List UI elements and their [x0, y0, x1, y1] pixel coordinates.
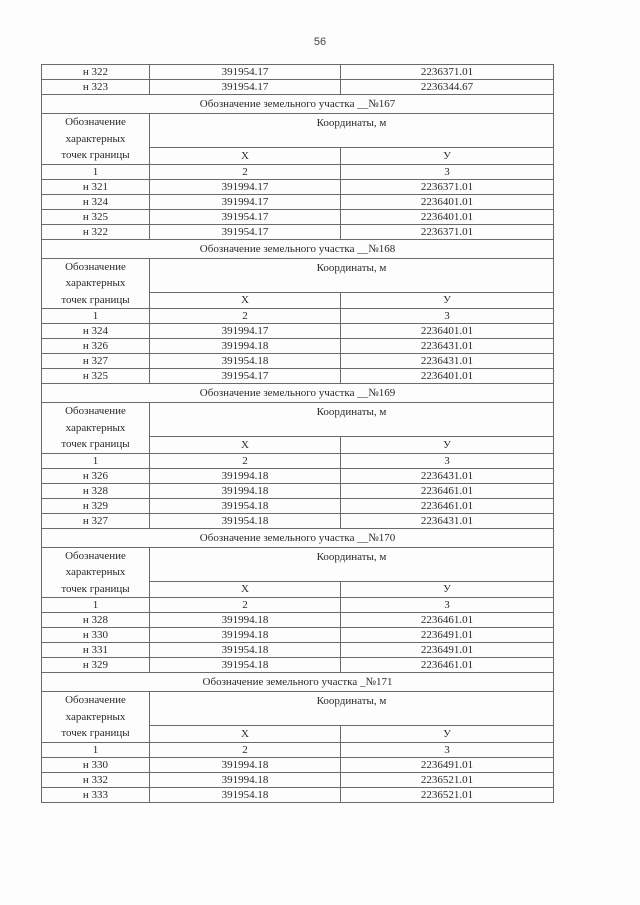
table-row — [42, 643, 554, 658]
point-id-cell: н 329 — [42, 658, 150, 673]
y-coordinate-cell: 2236431.01 — [341, 354, 554, 369]
point-id-cell: н 323 — [42, 80, 150, 95]
x-coordinate-cell: 391954.17 — [150, 369, 341, 384]
y-axis-header: У — [341, 437, 554, 453]
point-label-line: точек границы — [61, 582, 130, 595]
x-coordinate-cell: 391954.17 — [150, 65, 341, 80]
y-coordinate-cell: 2236401.01 — [341, 194, 554, 209]
section-title-row — [42, 673, 554, 692]
column-number-row — [42, 598, 554, 613]
column-number: 2 — [150, 598, 341, 613]
land-plot-title: Обозначение земельного участка __№170 — [42, 528, 554, 547]
x-coordinate-cell: 391994.17 — [150, 194, 341, 209]
x-axis-header: X — [150, 726, 341, 742]
y-axis-header: У — [341, 726, 554, 742]
x-axis-header: X — [150, 148, 341, 164]
coordinates-header: Координаты, м — [150, 692, 554, 726]
point-label-line: точек границы — [61, 438, 130, 450]
point-label-header — [42, 403, 150, 454]
page-number: 56 — [313, 36, 327, 48]
column-number: 3 — [341, 309, 554, 324]
column-number: 3 — [341, 164, 554, 179]
x-coordinate-cell: 391994.18 — [150, 339, 341, 354]
point-id-cell: н 328 — [42, 613, 150, 628]
coordinates-header: Координаты, м — [150, 403, 554, 437]
coordinates-header: Координаты, м — [150, 547, 554, 581]
point-id-cell: н 331 — [42, 643, 150, 658]
table-row — [42, 194, 554, 209]
point-id-cell: н 325 — [42, 369, 150, 384]
point-label-line: точек границы — [61, 149, 130, 161]
point-id-cell: н 330 — [42, 628, 150, 643]
x-coordinate-cell: 391954.18 — [150, 643, 341, 658]
column-number-row — [42, 164, 554, 179]
section-title-row — [42, 528, 554, 547]
y-coordinate-cell: 2236431.01 — [341, 468, 554, 483]
y-coordinate-cell: 2236371.01 — [341, 179, 554, 194]
land-plot-title: Обозначение земельного участка __№169 — [42, 384, 554, 403]
point-label-line: характерных — [65, 710, 126, 723]
point-id-cell: н 328 — [42, 483, 150, 498]
y-coordinate-cell: 2236344.67 — [341, 80, 554, 95]
x-coordinate-cell: 391954.18 — [150, 513, 341, 528]
table-row — [42, 513, 554, 528]
y-coordinate-cell: 2236461.01 — [341, 483, 554, 498]
point-id-cell: н 321 — [42, 179, 150, 194]
y-coordinate-cell: 2236431.01 — [341, 339, 554, 354]
point-label-line: точек границы — [61, 293, 130, 306]
table-row — [42, 787, 554, 802]
point-label-line: характерных — [65, 132, 126, 145]
x-coordinate-cell: 391954.18 — [150, 658, 341, 673]
table-row — [42, 613, 554, 628]
x-axis-header: X — [150, 292, 341, 308]
point-id-cell: н 324 — [42, 324, 150, 339]
table-row — [42, 498, 554, 513]
column-number: 3 — [341, 598, 554, 613]
x-coordinate-cell: 391954.17 — [150, 209, 341, 224]
coordinates-header: Координаты, м — [150, 258, 554, 292]
x-axis-header: X — [150, 581, 341, 597]
table-row — [42, 65, 554, 80]
point-label-header — [42, 692, 150, 743]
point-label-line: характерных — [65, 421, 126, 434]
x-coordinate-cell: 391994.18 — [150, 757, 341, 772]
point-label-line: характерных — [65, 277, 126, 289]
y-coordinate-cell: 2236371.01 — [341, 65, 554, 80]
table-row — [42, 369, 554, 384]
table-row — [42, 209, 554, 224]
y-axis-header: У — [341, 148, 554, 164]
header-row — [42, 547, 554, 581]
x-coordinate-cell: 391954.18 — [150, 787, 341, 802]
point-label-header — [42, 114, 150, 165]
point-id-cell: н 322 — [42, 224, 150, 239]
header-row — [42, 403, 554, 437]
y-coordinate-cell: 2236461.01 — [341, 658, 554, 673]
point-id-cell: н 325 — [42, 209, 150, 224]
y-coordinate-cell: 2236461.01 — [341, 613, 554, 628]
coordinates-table — [41, 64, 554, 803]
table-row — [42, 179, 554, 194]
x-coordinate-cell: 391994.17 — [150, 179, 341, 194]
y-coordinate-cell: 2236491.01 — [341, 628, 554, 643]
table-row — [42, 224, 554, 239]
header-row — [42, 258, 554, 292]
table-row — [42, 658, 554, 673]
y-coordinate-cell: 2236521.01 — [341, 787, 554, 802]
land-plot-title: Обозначение земельного участка _№171 — [42, 673, 554, 692]
point-label-line: Обозначение — [65, 694, 126, 706]
x-coordinate-cell: 391994.18 — [150, 628, 341, 643]
y-coordinate-cell: 2236491.01 — [341, 643, 554, 658]
section-title-row — [42, 384, 554, 403]
table-row — [42, 324, 554, 339]
x-coordinate-cell: 391994.18 — [150, 468, 341, 483]
table-row — [42, 757, 554, 772]
y-coordinate-cell: 2236401.01 — [341, 369, 554, 384]
point-id-cell: н 326 — [42, 339, 150, 354]
column-number: 2 — [150, 309, 341, 324]
point-label-line: Обозначение — [65, 260, 126, 273]
point-id-cell: н 333 — [42, 787, 150, 802]
table-row — [42, 354, 554, 369]
point-label-header — [42, 547, 150, 598]
y-coordinate-cell: 2236461.01 — [341, 498, 554, 513]
column-number-row — [42, 742, 554, 757]
point-id-cell: н 332 — [42, 772, 150, 787]
column-number: 3 — [341, 742, 554, 757]
point-label-line: точек границы — [61, 727, 130, 739]
land-plot-title: Обозначение земельного участка __№167 — [42, 95, 554, 114]
x-coordinate-cell: 391994.18 — [150, 772, 341, 787]
point-id-cell: н 327 — [42, 354, 150, 369]
point-id-cell: н 330 — [42, 757, 150, 772]
coordinates-header: Координаты, м — [150, 114, 554, 148]
column-number: 1 — [42, 164, 150, 179]
point-label-line: Обозначение — [65, 405, 126, 417]
x-coordinate-cell: 391954.18 — [150, 354, 341, 369]
x-coordinate-cell: 391994.17 — [150, 324, 341, 339]
section-title-row — [42, 95, 554, 114]
point-label-line: Обозначение — [65, 116, 126, 128]
column-number: 1 — [42, 742, 150, 757]
point-id-cell: н 327 — [42, 513, 150, 528]
column-number-row — [42, 309, 554, 324]
table-row — [42, 80, 554, 95]
y-axis-header: У — [341, 292, 554, 308]
point-label-header — [42, 258, 150, 309]
x-coordinate-cell: 391994.18 — [150, 483, 341, 498]
x-coordinate-cell: 391994.18 — [150, 613, 341, 628]
column-number: 2 — [150, 742, 341, 757]
column-number: 2 — [150, 453, 341, 468]
point-id-cell: н 324 — [42, 194, 150, 209]
point-label-line: характерных — [65, 566, 126, 578]
column-number-row — [42, 453, 554, 468]
header-row — [42, 692, 554, 726]
y-coordinate-cell: 2236431.01 — [341, 513, 554, 528]
header-row — [42, 114, 554, 148]
coordinates-table-body — [42, 65, 554, 803]
point-id-cell: н 329 — [42, 498, 150, 513]
y-coordinate-cell: 2236521.01 — [341, 772, 554, 787]
y-axis-header: У — [341, 581, 554, 597]
x-coordinate-cell: 391954.18 — [150, 498, 341, 513]
table-row — [42, 772, 554, 787]
point-id-cell: н 322 — [42, 65, 150, 80]
section-title-row — [42, 239, 554, 258]
land-plot-title: Обозначение земельного участка __№168 — [42, 239, 554, 258]
column-number: 1 — [42, 598, 150, 613]
table-row — [42, 628, 554, 643]
column-number: 3 — [341, 453, 554, 468]
table-row — [42, 468, 554, 483]
column-number: 1 — [42, 453, 150, 468]
y-coordinate-cell: 2236401.01 — [341, 209, 554, 224]
x-coordinate-cell: 391954.17 — [150, 80, 341, 95]
column-number: 1 — [42, 309, 150, 324]
x-coordinate-cell: 391954.17 — [150, 224, 341, 239]
table-row — [42, 483, 554, 498]
y-coordinate-cell: 2236371.01 — [341, 224, 554, 239]
y-coordinate-cell: 2236401.01 — [341, 324, 554, 339]
column-number: 2 — [150, 164, 341, 179]
point-label-line: Обозначение — [65, 549, 126, 562]
x-axis-header: X — [150, 437, 341, 453]
y-coordinate-cell: 2236491.01 — [341, 757, 554, 772]
table-row — [42, 339, 554, 354]
point-id-cell: н 326 — [42, 468, 150, 483]
